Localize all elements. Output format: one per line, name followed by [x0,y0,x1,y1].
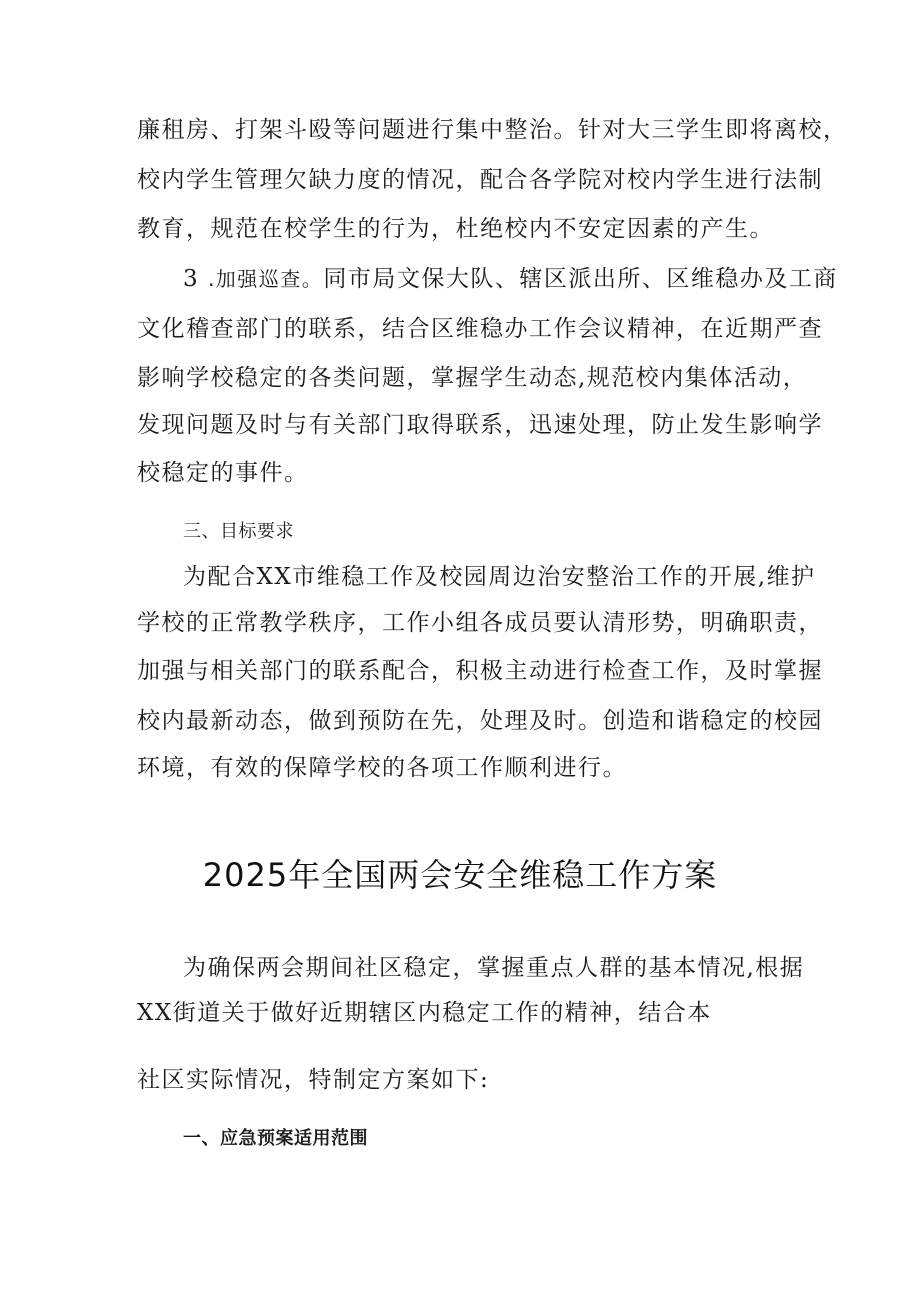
section-heading-scope: 一、应急预案适用范围 [183,1128,368,1149]
paragraph-line: 校内最新动态，做到预防在先，处理及时。创造和谐稳定的校园 [137,708,823,734]
item-3-number: 3 [183,266,200,292]
section-heading-objectives: 三、目标要求 [183,521,294,542]
item-3-heading: .加强巡查。 [207,267,324,291]
paragraph-line: 环境，有效的保障学校的各项工作顺利进行。 [137,755,627,781]
paragraph-line: 为确保两会期间社区稳定，掌握重点人群的基本情况,根据 [183,955,805,981]
paragraph-line: 学校的正常教学秩序，工作小组各成员要认清形势，明确职责， [137,610,823,636]
paragraph-line: 影响学校稳定的各类问题，掌握学生动态,规范校内集体活动， [137,365,808,391]
paragraph-line: 校稳定的事件。 [137,460,309,486]
document-title: 2025年全国两会安全维稳工作方案 [202,856,718,894]
item-3-first-line [183,264,838,294]
paragraph-line: XX街道关于做好近期辖区内稳定工作的精神，结合本 [137,1000,712,1026]
paragraph-line: 加强与相关部门的联系配合，积极主动进行检查工作，及时掌握 [137,658,823,684]
paragraph-line: 教育，规范在校学生的行为，杜绝校内不安定因素的产生。 [137,216,774,242]
paragraph-line: 发现问题及时与有关部门取得联系，迅速处理，防止发生影响学 [137,412,823,438]
paragraph-line: 校内学生管理欠缺力度的情况，配合各学院对校内学生进行法制 [137,167,823,193]
paragraph-line: 文化稽查部门的联系，结合区维稳办工作会议精神，在近期严查 [137,316,823,342]
paragraph-line: 为配合XX市维稳工作及校园周边治安整治工作的开展,维护 [183,564,816,590]
item-3-text: 同市局文保大队、辖区派出所、区维稳办及工商 [323,266,838,292]
paragraph-line: 社区实际情况，特制定方案如下: [137,1067,490,1093]
paragraph-line: 廉租房、打架斗殴等问题进行集中整治。针对大三学生即将离校， [137,117,848,143]
